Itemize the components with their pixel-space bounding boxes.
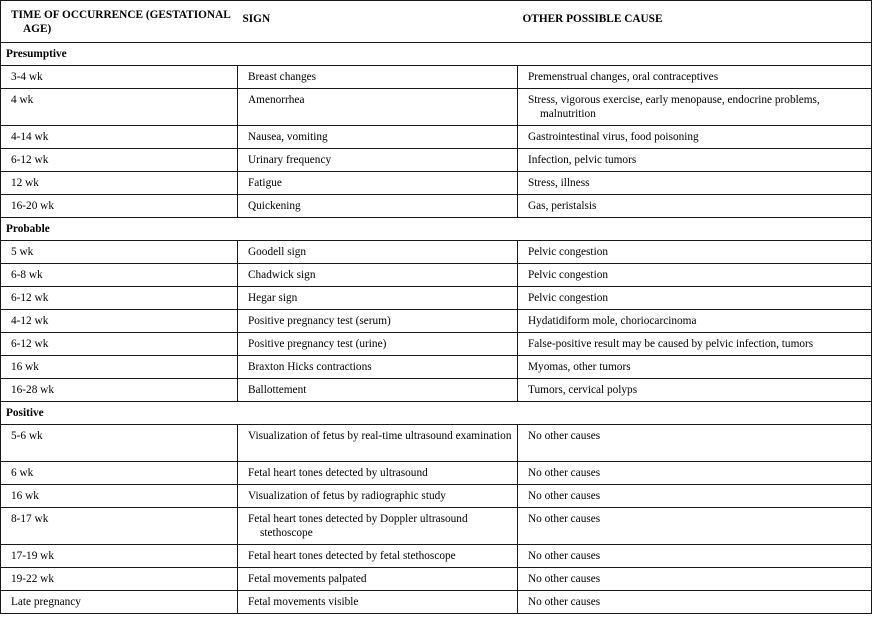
- sign-text: Hegar sign: [248, 292, 298, 304]
- table-row: [1, 310, 872, 333]
- cause-text: Tumors, cervical polyps: [528, 384, 638, 396]
- sign-text: Goodell sign: [248, 246, 307, 258]
- time-text: 12 wk: [11, 177, 39, 189]
- cause-text: Gastrointestinal virus, food poisoning: [528, 131, 699, 143]
- sign-text: Nausea, vomiting: [248, 131, 328, 143]
- sign-text: Breast changes: [248, 71, 317, 83]
- sign-text: Fetal movements palpated: [248, 573, 367, 585]
- cell-sign: [238, 462, 518, 485]
- cause-text: No other causes: [528, 490, 601, 502]
- cell-cause: [518, 379, 872, 402]
- table-row: [1, 356, 872, 379]
- cell-time: [1, 568, 238, 591]
- time-text: 6-12 wk: [11, 338, 49, 350]
- cell-sign: [238, 66, 518, 89]
- cell-cause: [518, 545, 872, 568]
- cell-time: [1, 172, 238, 195]
- cell-cause: [518, 333, 872, 356]
- table-row: [1, 508, 872, 545]
- cause-text: Hydatidiform mole, choriocarcinoma: [528, 315, 697, 327]
- time-text: 6-8 wk: [11, 269, 43, 281]
- section-row-probable: [1, 218, 872, 241]
- cell-time: [1, 545, 238, 568]
- header-time-label: TIME OF OCCURRENCE (GESTATIONAL AGE): [11, 9, 231, 35]
- cause-text: Stress, illness: [528, 177, 590, 189]
- sign-text: Visualization of fetus by radiographic study: [248, 490, 446, 502]
- time-text: 16 wk: [11, 490, 39, 502]
- cell-cause: [518, 591, 872, 614]
- cell-time: [1, 356, 238, 379]
- time-text: 16-20 wk: [11, 200, 54, 212]
- cell-cause: [518, 287, 872, 310]
- cell-cause: [518, 241, 872, 264]
- cause-text: No other causes: [528, 596, 601, 608]
- section-title: Positive: [1, 402, 872, 425]
- cell-sign: [238, 172, 518, 195]
- cell-sign: [238, 149, 518, 172]
- cell-cause: [518, 264, 872, 287]
- table-row: [1, 425, 872, 462]
- table-row: [1, 126, 872, 149]
- cell-time: [1, 508, 238, 545]
- time-text: 4 wk: [11, 94, 34, 106]
- table-row: [1, 333, 872, 356]
- cell-time: [1, 425, 238, 462]
- cell-time: [1, 462, 238, 485]
- cause-text: Pelvic congestion: [528, 246, 609, 258]
- cell-time: [1, 379, 238, 402]
- cell-cause: [518, 172, 872, 195]
- cell-sign: [238, 485, 518, 508]
- time-text: 8-17 wk: [11, 513, 49, 525]
- cell-cause: [518, 356, 872, 379]
- cause-text: Pelvic congestion: [528, 269, 609, 281]
- cell-sign: [238, 333, 518, 356]
- table-row: [1, 287, 872, 310]
- table-row: [1, 89, 872, 126]
- table-body: [1, 43, 872, 614]
- cell-sign: [238, 425, 518, 462]
- cell-time: [1, 485, 238, 508]
- sign-text: Chadwick sign: [248, 269, 316, 281]
- cause-text: Gas, peristalsis: [528, 200, 597, 212]
- sign-text: Positive pregnancy test (urine): [248, 338, 387, 350]
- table-row: [1, 149, 872, 172]
- time-text: 6-12 wk: [11, 154, 49, 166]
- cell-cause: [518, 568, 872, 591]
- time-text: 6-12 wk: [11, 292, 49, 304]
- cell-sign: [238, 508, 518, 545]
- cause-text: Pelvic congestion: [528, 292, 609, 304]
- time-text: 4-14 wk: [11, 131, 49, 143]
- section-row-presumptive: [1, 43, 872, 66]
- cause-text: Myomas, other tumors: [528, 361, 631, 373]
- sign-text: Ballottement: [248, 384, 307, 396]
- sign-text: Fetal heart tones detected by fetal stethoscope: [248, 550, 456, 562]
- header-sign: SIGN: [238, 1, 518, 43]
- time-text: 6 wk: [11, 467, 34, 479]
- cell-time: [1, 195, 238, 218]
- cell-time: [1, 66, 238, 89]
- cell-cause: [518, 310, 872, 333]
- cell-time: [1, 264, 238, 287]
- table-row: [1, 379, 872, 402]
- cell-sign: [238, 356, 518, 379]
- cause-text: No other causes: [528, 573, 601, 585]
- table-row: [1, 241, 872, 264]
- table-row: [1, 591, 872, 614]
- cell-sign: [238, 568, 518, 591]
- cell-sign: [238, 591, 518, 614]
- sign-text: Positive pregnancy test (serum): [248, 315, 391, 327]
- time-text: 17-19 wk: [11, 550, 54, 562]
- cell-sign: [238, 310, 518, 333]
- cause-text: No other causes: [528, 467, 601, 479]
- time-text: 19-22 wk: [11, 573, 54, 585]
- cell-cause: [518, 149, 872, 172]
- sign-text: Fetal heart tones detected by ultrasound: [248, 467, 428, 479]
- sign-text: Braxton Hicks contractions: [248, 361, 372, 373]
- cell-time: [1, 241, 238, 264]
- cause-text: Stress, vigorous exercise, early menopause, endocrine problems, malnutrition: [528, 94, 820, 120]
- table-row: [1, 195, 872, 218]
- cell-time: [1, 149, 238, 172]
- cell-sign: [238, 379, 518, 402]
- cell-sign: [238, 126, 518, 149]
- table-row: [1, 66, 872, 89]
- cell-time: [1, 89, 238, 126]
- header-cause: OTHER POSSIBLE CAUSE: [518, 1, 872, 43]
- sign-text: Urinary frequency: [248, 154, 332, 166]
- table-row: [1, 264, 872, 287]
- time-text: 3-4 wk: [11, 71, 43, 83]
- cell-time: [1, 333, 238, 356]
- sign-text: Fetal heart tones detected by Doppler ultrasound stethoscope: [248, 513, 468, 539]
- cell-cause: [518, 89, 872, 126]
- cell-sign: [238, 264, 518, 287]
- section-row-positive: [1, 402, 872, 425]
- cause-text: No other causes: [528, 513, 601, 525]
- cell-cause: [518, 485, 872, 508]
- cell-cause: [518, 462, 872, 485]
- table-row: [1, 462, 872, 485]
- cell-time: [1, 126, 238, 149]
- section-title: Presumptive: [1, 43, 872, 66]
- time-text: 5-6 wk: [11, 430, 43, 442]
- sign-text: Amenorrhea: [248, 94, 305, 106]
- cause-text: No other causes: [528, 550, 601, 562]
- time-text: 5 wk: [11, 246, 34, 258]
- cell-time: [1, 591, 238, 614]
- time-text: 4-12 wk: [11, 315, 49, 327]
- time-text: 16-28 wk: [11, 384, 54, 396]
- cell-time: [1, 287, 238, 310]
- cell-cause: [518, 425, 872, 462]
- cell-cause: [518, 126, 872, 149]
- cell-sign: [238, 545, 518, 568]
- table-row: [1, 545, 872, 568]
- time-text: 16 wk: [11, 361, 39, 373]
- cell-cause: [518, 195, 872, 218]
- header-row: [1, 1, 872, 43]
- cause-text: False-positive result may be caused by pelvic infection, tumors: [528, 338, 814, 350]
- cell-sign: [238, 195, 518, 218]
- cell-sign: [238, 287, 518, 310]
- sign-text: Quickening: [248, 200, 301, 212]
- cell-sign: [238, 241, 518, 264]
- table-row: [1, 568, 872, 591]
- time-text: Late pregnancy: [11, 596, 81, 608]
- sign-text: Fetal movements visible: [248, 596, 359, 608]
- cause-text: No other causes: [528, 430, 601, 442]
- table-row: [1, 485, 872, 508]
- cell-cause: [518, 66, 872, 89]
- cause-text: Infection, pelvic tumors: [528, 154, 637, 166]
- cell-cause: [518, 508, 872, 545]
- cell-sign: [238, 89, 518, 126]
- table-header: [1, 1, 872, 43]
- cause-text: Premenstrual changes, oral contraceptives: [528, 71, 719, 83]
- section-title: Probable: [1, 218, 872, 241]
- cell-time: [1, 310, 238, 333]
- sign-text: Visualization of fetus by real-time ultrasound examination: [248, 430, 512, 442]
- header-time: [1, 1, 238, 43]
- table-row: [1, 172, 872, 195]
- sign-text: Fatigue: [248, 177, 282, 189]
